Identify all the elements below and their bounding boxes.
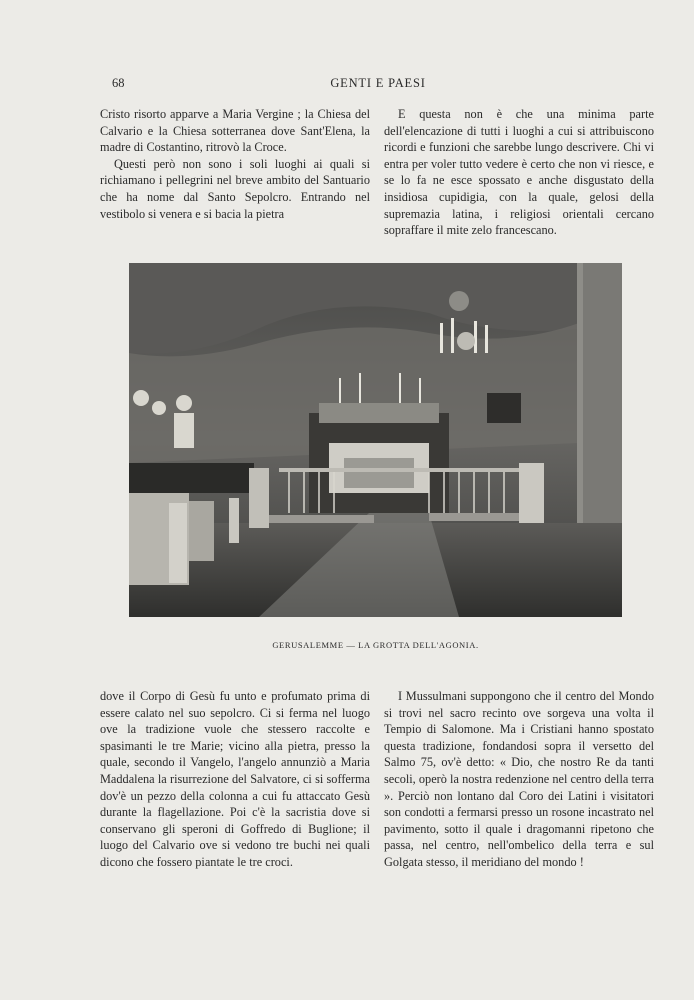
paragraph: I Mussulmani suppongono che il centro del Mondo si trovi nel sacro recinto ove sorgeva una volta il Tempio di Salomone. Ma i Cristiani hanno spostato questa tradizione, fondandosi sopra il versetto del Salmo 75, ov'è detto: « Dio, che nostro Re da tanti secoli, operò la nostra redenzione nel centro della terra ». Perciò non lontano dal Coro dei Latini i visitatori son condotti a fermarsi presso un rosone incastrato nel pavimento, sotto il quale i dragomanni ripetono che passa, nel centro, nell'ombelico della terra e sul Golgata stesso, il meridiano del mondo ! <box>384 689 654 869</box>
page-header <box>100 76 656 94</box>
page-number: 68 <box>112 76 125 90</box>
paragraph: Questi però non sono i soli luoghi ai quali si richiamano i pellegrini nel breve ambito del Santuario che ha nome dal Santo Sepolcro. Entrando nel vestibolo si venera e si bacia la pietra <box>100 156 370 221</box>
text-column-top-right <box>384 106 654 239</box>
text-column-bottom-right <box>384 688 654 871</box>
figure-caption: GERUSALEMME — LA GROTTA DELL'AGONIA. <box>272 640 479 650</box>
grotto-photograph <box>129 263 622 617</box>
paragraph: dove il Corpo di Gesù fu unto e profumato prima di essere calato nel suo sepolcro. Ci si ferma nel luogo ove la tradizione vuole che stessero raccolte e spasimanti le tre Marie; vicino alla pietra, presso la quale, secondo il Vangelo, l'angelo annunziò a Maria Maddalena la risurrezione del Salvatore, ci si sofferma dov'è un pezzo della colonna a cui fu attaccato Gesù durante la flagellazione. Poi c'è la sacristia dove si conservano gli speroni di Goffredo di Buglione; il luogo del Calvario ove si vedono tre buchi nei quali dicono che fossero piantate le tre croci. <box>100 689 370 869</box>
paragraph: Cristo risorto apparve a Maria Vergine ; la Chiesa del Calvario e la Chiesa sotterranea dove Sant'Elena, la madre di Costantino, ritrovò la Croce. <box>100 107 370 155</box>
grotto-photo-illustration <box>129 263 622 617</box>
running-title: GENTI E PAESI <box>330 76 426 90</box>
text-column-top-left <box>100 106 370 222</box>
paragraph: E questa non è che una minima parte dell'elencazione di tutti i luoghi a cui si attribuiscono ricordi e funzioni che sarebbe lungo descrivere. Chi vi entra per voler tutto vedere è certo che non vi riesce, e se lo fa ne esce spossato e anche disgustato della insidiosa cupidigia, con la quale, gelosi della supremazia latina, i religiosi orientali cercano sopraffare il mite zelo francescano. <box>384 107 654 238</box>
text-column-bottom-left <box>100 688 370 871</box>
